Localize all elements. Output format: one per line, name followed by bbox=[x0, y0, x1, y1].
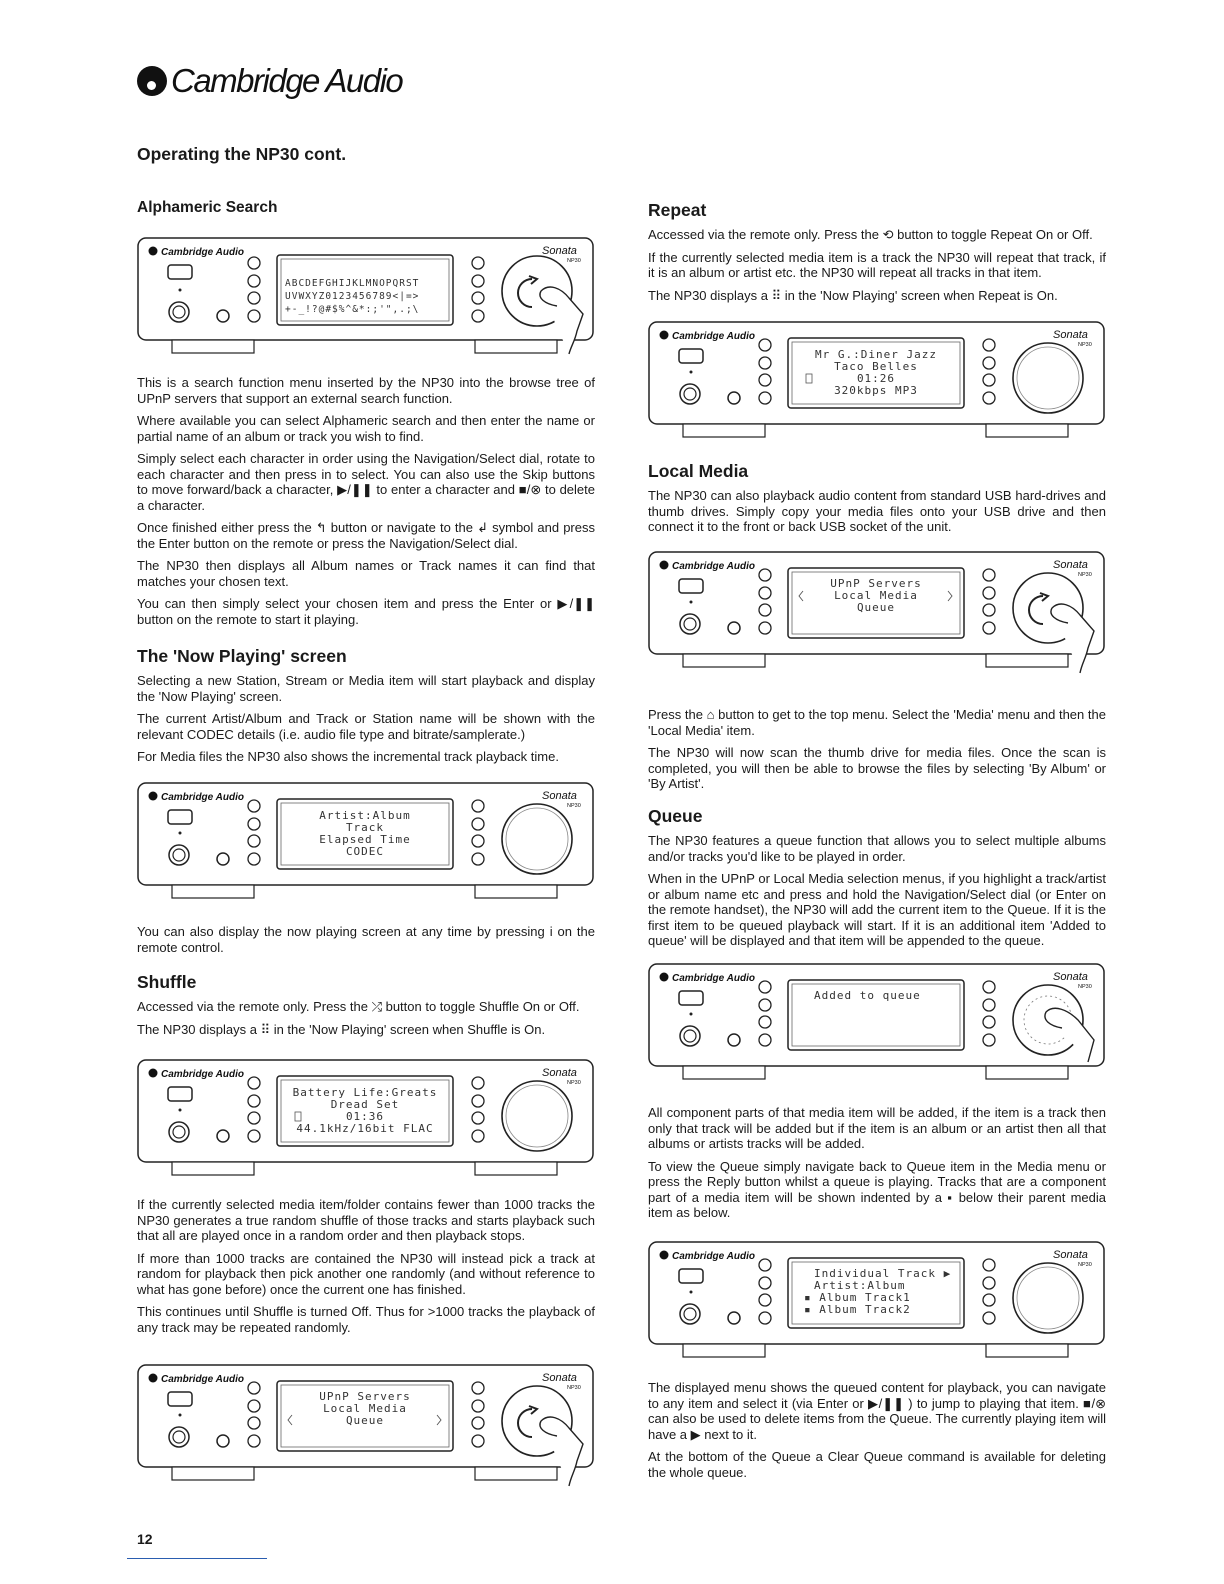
paragraph: Accessed via the remote only. Press the ⟲ button to toggle Repeat On or Off. bbox=[648, 227, 1093, 242]
svg-text:NP30: NP30 bbox=[567, 1080, 581, 1086]
paragraph: If the currently selected media item/folder contains fewer than 1000 tracks the NP30 generates a true random shuffle of those tracks and starts playback such that all are played once in a random order and then playback stops. bbox=[137, 1197, 595, 1243]
local-media-heading: Local Media bbox=[648, 461, 749, 481]
brand-logo bbox=[137, 62, 402, 100]
paragraph: The displayed menu shows the queued content for playback, you can navigate to any item and select it (via Enter or ▶/❚❚ ) to jump to playing that item. ■/⊗ can also be used to delete items from the Queue. The currently playing item will have a ▶ next to it. bbox=[648, 1380, 1106, 1442]
svg-text:NP30: NP30 bbox=[1078, 984, 1092, 990]
svg-text:Battery Life:Greats: Battery Life:Greats bbox=[292, 1086, 438, 1099]
now-playing-note bbox=[137, 924, 595, 962]
now-playing-section bbox=[137, 646, 595, 772]
svg-text:Individual Track ▶: Individual Track ▶ bbox=[814, 1267, 952, 1280]
alphameric-section bbox=[137, 199, 595, 217]
device-illustration-repeat bbox=[648, 320, 1106, 442]
paragraph: Press the ⌂ button to get to the top menu. Select the 'Media' menu and then the 'Local Media' item. bbox=[648, 707, 1106, 738]
np30-front-panel-icon bbox=[137, 1363, 595, 1503]
svg-text:Local Media: Local Media bbox=[323, 1402, 407, 1415]
queue-body bbox=[648, 1105, 1106, 1228]
svg-text:Track: Track bbox=[345, 821, 385, 834]
queue-footer bbox=[648, 1380, 1106, 1487]
svg-text:ABCDEFGHIJKLMNOPQRST: ABCDEFGHIJKLMNOPQRST bbox=[285, 278, 420, 289]
svg-text:NP30: NP30 bbox=[1078, 342, 1092, 348]
device-illustration-queue-list bbox=[648, 1240, 1106, 1362]
svg-text:Cambridge Audio: Cambridge Audio bbox=[672, 1251, 755, 1262]
paragraph: You can also display the now playing screen at any time by pressing i on the remote control. bbox=[137, 924, 595, 955]
np30-front-panel-icon bbox=[648, 550, 1106, 690]
svg-text:Sonata: Sonata bbox=[1053, 1249, 1088, 1261]
queue-heading: Queue bbox=[648, 806, 703, 826]
np30-front-panel-icon bbox=[648, 320, 1106, 442]
paragraph: The NP30 displays a ⠿ in the 'Now Playing' screen when Shuffle is On. bbox=[137, 1021, 546, 1037]
paragraph: Where available you can select Alphameric search and then enter the name or partial name of an album or track you wish to find. bbox=[137, 413, 595, 444]
shuffle-section bbox=[137, 972, 595, 1044]
queue-section bbox=[648, 806, 1106, 956]
svg-text:320kbps MP3: 320kbps MP3 bbox=[834, 384, 918, 397]
svg-text:Sonata: Sonata bbox=[1053, 971, 1088, 983]
paragraph: For Media files the NP30 also shows the incremental track playback time. bbox=[137, 749, 559, 764]
device-illustration-menu bbox=[137, 1363, 595, 1503]
svg-text:Added to queue: Added to queue bbox=[814, 989, 921, 1002]
svg-text:Cambridge Audio: Cambridge Audio bbox=[161, 1069, 244, 1080]
np30-front-panel-icon bbox=[648, 962, 1106, 1084]
svg-text:44.1kHz/16bit FLAC: 44.1kHz/16bit FLAC bbox=[296, 1122, 434, 1135]
svg-text:Artist:Album: Artist:Album bbox=[814, 1279, 906, 1292]
paragraph: Accessed via the remote only. Press the ⤮ button to toggle Shuffle On or Off. bbox=[137, 999, 580, 1014]
svg-text:01:26: 01:26 bbox=[856, 372, 896, 385]
device-illustration-alphameric bbox=[137, 236, 595, 376]
paragraph: At the bottom of the Queue a Clear Queue command is available for deleting the whole queue. bbox=[648, 1449, 1106, 1480]
np30-front-panel-icon bbox=[648, 1240, 1106, 1362]
paragraph: Selecting a new Station, Stream or Media item will start playback and display the 'Now Playing' screen. bbox=[137, 673, 595, 704]
svg-text:Sonata: Sonata bbox=[542, 790, 577, 802]
svg-text:Taco Belles: Taco Belles bbox=[834, 360, 918, 373]
alphameric-heading: Alphameric Search bbox=[137, 199, 278, 216]
svg-text:NP30: NP30 bbox=[1078, 1262, 1092, 1268]
repeat-section bbox=[648, 200, 1106, 310]
svg-text:Queue: Queue bbox=[856, 601, 896, 614]
svg-text:UPnP Servers: UPnP Servers bbox=[830, 577, 922, 590]
paragraph: Simply select each character in order using the Navigation/Select dial, rotate to each character and then press in to select. You can also use the Skip buttons to move forward/back a character, ▶/❚❚ to enter a character and ■/⊗ to delete a character. bbox=[137, 451, 595, 513]
svg-text:NP30: NP30 bbox=[567, 803, 581, 809]
device-illustration-shuffle bbox=[137, 1058, 595, 1178]
paragraph: The current Artist/Album and Track or Station name will be shown with the relevant CODEC details (i.e. audio file type and bitrate/samplerate.) bbox=[137, 711, 595, 742]
svg-text:Cambridge Audio: Cambridge Audio bbox=[672, 561, 755, 572]
shuffle-heading: Shuffle bbox=[137, 972, 197, 992]
paragraph: To view the Queue simply navigate back to Queue item in the Media menu or press the Reply button whilst a queue is playing. Tracks that are a component part of a media item will be shown indented by a ▪ below their parent media item as below. bbox=[648, 1158, 1106, 1220]
svg-text:Cambridge Audio: Cambridge Audio bbox=[672, 973, 755, 984]
brand-logo-icon bbox=[137, 66, 167, 96]
paragraph: This continues until Shuffle is turned Off. Thus for >1000 tracks the playback of any track may be repeated randomly. bbox=[137, 1304, 595, 1335]
paragraph: You can then simply select your chosen item and press the Enter or ▶/❚❚ button on the remote to start it playing. bbox=[137, 596, 595, 627]
svg-text:UVWXYZ0123456789<|=>: UVWXYZ0123456789<|=> bbox=[285, 291, 420, 302]
paragraph: When in the UPnP or Local Media selection menus, if you highlight a track/artist or album name etc and press and hold the Navigation/Select dial (or Enter on the remote handset), the NP30 will add the current item to the Queue. If it is the first item to be queued playback will start. If it is an additional item 'Added to queue' will be displayed and that item will be appended to the queue. bbox=[648, 871, 1106, 948]
svg-text:Elapsed Time: Elapsed Time bbox=[319, 833, 411, 846]
device-illustration-queue bbox=[648, 962, 1106, 1084]
svg-text:Sonata: Sonata bbox=[1053, 559, 1088, 571]
device-illustration-now-playing bbox=[137, 781, 595, 901]
np30-front-panel-icon bbox=[137, 236, 595, 376]
paragraph: Once finished either press the ↰ button or navigate to the ↲ symbol and press the Enter button on the remote or press the Navigation/Select dial. bbox=[137, 520, 595, 551]
svg-text:Sonata: Sonata bbox=[542, 245, 577, 257]
footer-divider bbox=[127, 1558, 267, 1559]
svg-text:NP30: NP30 bbox=[567, 258, 581, 264]
svg-text:CODEC: CODEC bbox=[345, 845, 385, 858]
svg-text:Cambridge Audio: Cambridge Audio bbox=[161, 792, 244, 803]
svg-text:Sonata: Sonata bbox=[542, 1067, 577, 1079]
alphameric-body bbox=[137, 375, 595, 634]
svg-text:+-_!?@#$%^&*:;'",.;\: +-_!?@#$%^&*:;'",.;\ bbox=[285, 304, 420, 315]
svg-text:01:36: 01:36 bbox=[345, 1110, 385, 1123]
svg-text:Artist:Album: Artist:Album bbox=[319, 809, 411, 822]
np30-front-panel-icon bbox=[137, 781, 595, 901]
svg-text:NP30: NP30 bbox=[1078, 572, 1092, 578]
svg-text:UPnP Servers: UPnP Servers bbox=[319, 1390, 411, 1403]
paragraph: All component parts of that media item will be added, if the item is a track then only that track will be added but if the item is an album or an artist then all that albums or artists tracks will be added. bbox=[648, 1105, 1106, 1151]
paragraph: The NP30 features a queue function that allows you to select multiple albums and/or tracks you'd like to be played in order. bbox=[648, 833, 1106, 864]
page-title: Operating the NP30 cont. bbox=[137, 144, 347, 164]
svg-text:Cambridge Audio: Cambridge Audio bbox=[161, 1374, 244, 1385]
svg-text:Queue: Queue bbox=[345, 1414, 385, 1427]
svg-text:Sonata: Sonata bbox=[1053, 329, 1088, 341]
svg-text:Sonata: Sonata bbox=[542, 1372, 577, 1384]
now-playing-heading: The 'Now Playing' screen bbox=[137, 646, 347, 666]
svg-text:Cambridge Audio: Cambridge Audio bbox=[161, 247, 244, 258]
svg-text:▪ Album Track2: ▪ Album Track2 bbox=[804, 1303, 911, 1316]
np30-front-panel-icon bbox=[137, 1058, 595, 1178]
device-illustration-local-media bbox=[648, 550, 1106, 690]
local-media-section bbox=[648, 461, 1106, 542]
svg-text:Local Media: Local Media bbox=[834, 589, 918, 602]
paragraph: If the currently selected media item is a track the NP30 will repeat that track, if it is an album or artist etc. the NP30 will repeat all tracks in that item. bbox=[648, 249, 1106, 280]
svg-text:Dread Set: Dread Set bbox=[330, 1098, 400, 1111]
paragraph: The NP30 then displays all Album names or Track names it can find that matches your chosen text. bbox=[137, 558, 595, 589]
page-number: 12 bbox=[137, 1531, 153, 1547]
brand-name: Cambridge Audio bbox=[171, 62, 403, 99]
svg-text:Cambridge Audio: Cambridge Audio bbox=[672, 331, 755, 342]
paragraph: If more than 1000 tracks are contained the NP30 will instead pick a track at random for playback then pick another one randomly (and without reference to what has gone before) once the current one has finished. bbox=[137, 1250, 595, 1297]
shuffle-body bbox=[137, 1197, 595, 1342]
svg-text:▪ Album Track1: ▪ Album Track1 bbox=[804, 1291, 911, 1304]
paragraph: This is a search function menu inserted by the NP30 into the browse tree of UPnP servers that support an external search function. bbox=[137, 375, 595, 406]
local-media-body bbox=[648, 707, 1106, 799]
repeat-heading: Repeat bbox=[648, 200, 707, 220]
paragraph: The NP30 will now scan the thumb drive for media files. Once the scan is completed, you will then be able to browse the files by selecting 'By Album' or 'By Artist'. bbox=[648, 745, 1106, 791]
svg-text:NP30: NP30 bbox=[567, 1385, 581, 1391]
svg-text:Mr G.:Diner Jazz: Mr G.:Diner Jazz bbox=[815, 348, 937, 361]
paragraph: The NP30 can also playback audio content from standard USB hard-drives and thumb drives. Simply copy your media files onto your USB drive and then connect it to the front or back USB socket of the unit. bbox=[648, 488, 1106, 534]
paragraph: The NP30 displays a ⠿ in the 'Now Playing' screen when Repeat is On. bbox=[648, 287, 1058, 303]
